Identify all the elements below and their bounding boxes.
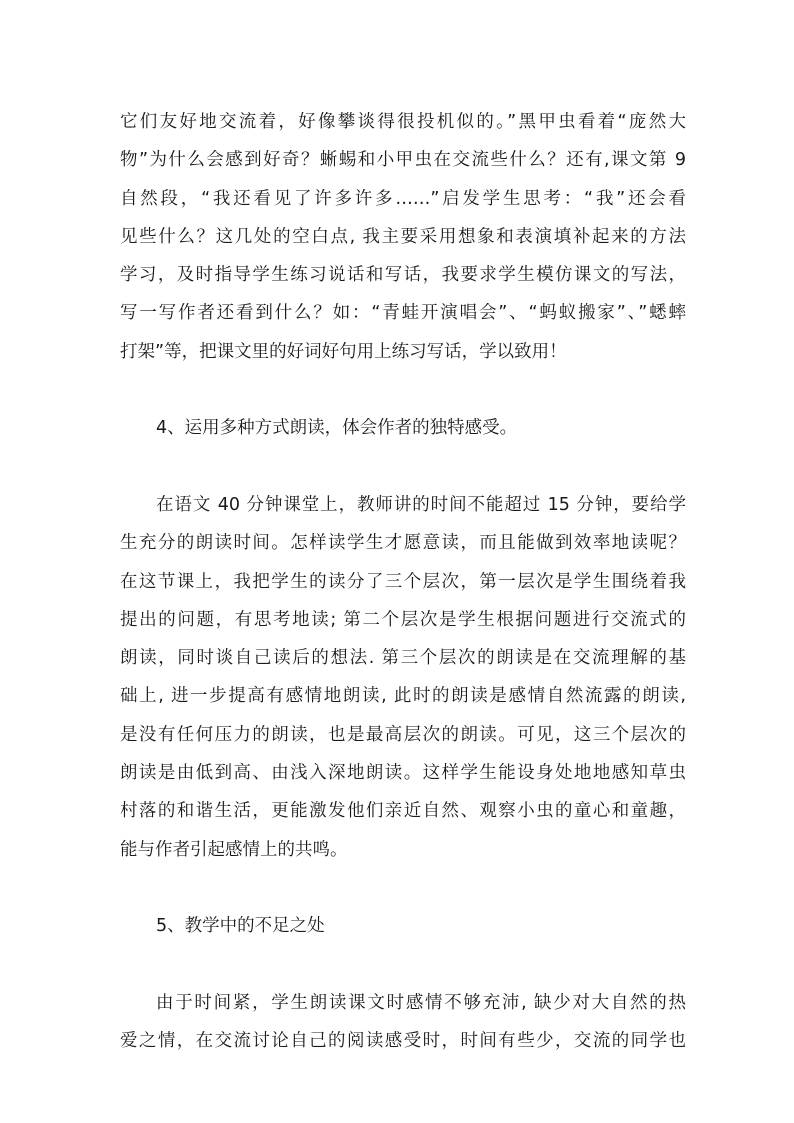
text-line: 写一写作者还看到什么？如：“青蛙开演唱会”、“蚂蚁搬家”、”蟋蟀 — [120, 303, 686, 324]
paragraph-spacer — [120, 869, 686, 907]
text-line: 它们友好地交流着，好像攀谈得很投机似的。”黑甲虫看着“庞然大 — [120, 112, 686, 132]
text-line: 础上, 进一步提高有感情地朗读, 此时的朗读是感情自然流露的朗读, — [120, 686, 686, 707]
text-line: 生充分的朗读时间。怎样读学生才愿意读，而且能做到效率地读呢？ — [120, 533, 686, 554]
paragraph-continued-discussion — [120, 103, 686, 371]
heading-text: 4、运用多种方式朗读，体会作者的独特感受。 — [156, 418, 518, 439]
section-heading-5 — [120, 907, 686, 945]
paragraph-reading-levels — [120, 486, 686, 869]
paragraph-spacer — [120, 371, 686, 409]
text-line: 在这节课上，我把学生的读分了三个层次，第一层次是学生围绕着我 — [120, 571, 686, 592]
document-body — [120, 103, 686, 1060]
paragraph-shortcomings — [120, 984, 686, 1061]
text-line: 爱之情，在交流讨论自己的阅读感受时，时间有些少，交流的同学也 — [120, 1031, 686, 1052]
text-line: 见些什么？这几处的空白点, 我主要采用想象和表演填补起来的方法 — [120, 226, 686, 247]
heading-text: 5、教学中的不足之处 — [156, 916, 325, 937]
text-line: 物”为什么会感到好奇？蜥蜴和小甲虫在交流些什么？还有,课文第 9 — [120, 150, 686, 171]
text-line: 朗读是由低到高、由浅入深地朗读。这样学生能设身处地地感知草虫 — [120, 763, 686, 784]
text-line: 朗读，同时谈自己读后的想法. 第三个层次的朗读是在交流理解的基 — [120, 648, 686, 669]
paragraph-spacer — [120, 448, 686, 486]
paragraph-spacer — [120, 946, 686, 984]
section-heading-4 — [120, 409, 686, 447]
text-line: 打架”等，把课文里的好词好句用上练习写话，学以致用！ — [120, 341, 567, 362]
text-line: 是没有任何压力的朗读，也是最高层次的朗读。可见，这三个层次的 — [120, 724, 686, 745]
text-line: 学习，及时指导学生练习说话和写话，我要求学生模仿课文的写法， — [120, 265, 686, 286]
text-line: 由于时间紧，学生朗读课文时感情不够充沛, 缺少对大自然的热 — [156, 992, 686, 1013]
text-line: 能与作者引起感情上的共鸣。 — [120, 839, 348, 860]
text-line: 在语文 40 分钟课堂上，教师讲的时间不能超过 15 分钟，要给学 — [156, 494, 686, 515]
text-line: 提出的问题，有思考地读; 第二个层次是学生根据问题进行交流式的 — [120, 609, 686, 630]
text-line: 村落的和谐生活，更能激发他们亲近自然、观察小虫的童心和童趣， — [120, 801, 686, 822]
text-line: 自然段，“我还看见了许多许多……”启发学生思考：“我”还会看 — [120, 188, 686, 209]
